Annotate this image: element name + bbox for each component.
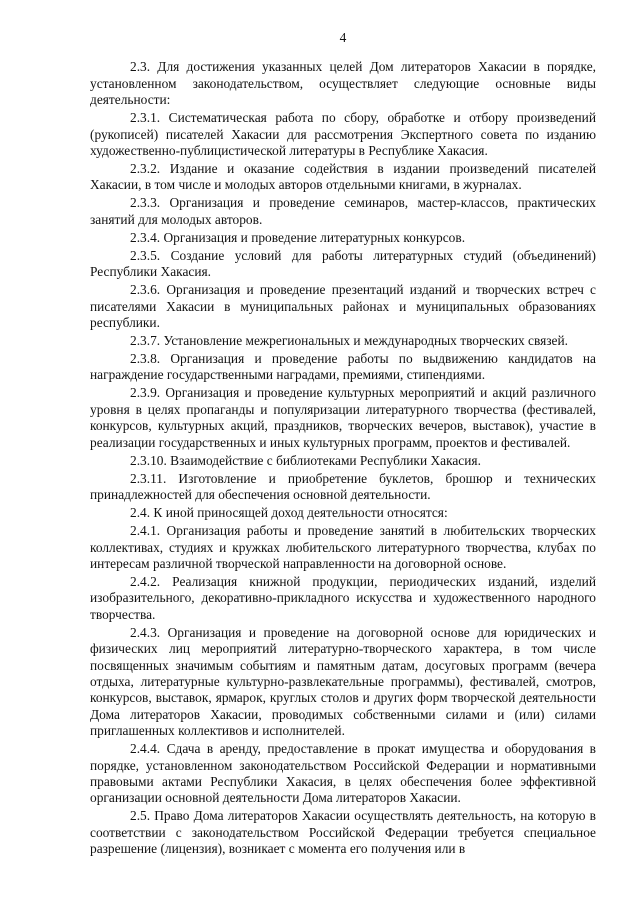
paragraph: 2.4.3. Организация и проведение на договорной основе для юридических и физических лиц мероприятий литературно-творческого характера, в том числе посвященных значимым событиям и памятным датам, досуговых программ (вечера отдыха, литературные культурно-развлекательные программы), фестивалей, смотров, конкурсов, выставок, ярмарок, круглых столов и других форм творческой деятельности Дома литераторов Хакасии, проводимых собственными силами и (или) силами приглашенных коллективов и исполнителей. — [90, 624, 596, 739]
paragraph: 2.3.5. Создание условий для работы литературных студий (объединений) Республики Хакасия. — [90, 247, 596, 280]
document-page — [90, 30, 596, 859]
paragraph: 2.3. Для достижения указанных целей Дом литераторов Хакасии в порядке, установленном законодательством, осуществляет следующие основные виды деятельности: — [90, 59, 596, 108]
paragraph: 2.4.2. Реализация книжной продукции, периодических изданий, изделий изобразительного, декоративно-прикладного искусства и художественного народного творчества. — [90, 573, 596, 622]
paragraph: 2.3.8. Организация и проведение работы по выдвижению кандидатов на награждение государственными наградами, премиями, стипендиями. — [90, 351, 596, 383]
paragraph: 2.3.7. Установление межрегиональных и международных творческих связей. — [130, 333, 569, 349]
paragraph: 2.3.3. Организация и проведение семинаров, мастер-классов, практических занятий для молодых авторов. — [90, 195, 596, 227]
paragraph: 2.4.1. Организация работы и проведение занятий в любительских творческих коллективах, студиях и кружках любительского литературного творчества, клубах по интересам различной творческой направленности на договорной основе. — [90, 523, 596, 571]
paragraph: 2.4.4. Сдача в аренду, предоставление в прокат имущества и оборудования в порядке, установленном законодательством Российской Федерации и нормативными правовыми актами Республики Хакасия, в целях обеспечения более эффективной организации основной деятельности Дома литераторов Хакасии. — [90, 741, 596, 806]
paragraph: 2.3.1. Систематическая работа по сбору, обработке и отбору произведений (рукописей) писателей Хакасии для рассмотрения Экспертного совета по изданию художественно-публицистической литературы в Республике Хакасия. — [90, 110, 596, 159]
paragraph: 2.3.10. Взаимодействие с библиотеками Республики Хакасия. — [130, 452, 481, 468]
paragraph: 2.3.2. Издание и оказание содействия в издании произведений писателей Хакасии, в том числе и молодых авторов отдельными книгами, в журналах. — [90, 161, 596, 193]
paragraph: 2.5. Право Дома литераторов Хакасии осуществлять деятельность, на которую в соответствии с законодательством Российской Федерации требуется специальное разрешение (лицензия), возникает с момента его получения или в — [90, 808, 596, 857]
paragraph: 2.3.9. Организация и проведение культурных мероприятий и акций различного уровня в целях пропаганды и популяризации литературного творчества (фестивалей, конкурсов, культурных акций, праздников, творческих вечеров, выставок), участие в реализации государственных и иных культурных программ, проектов и фестивалей. — [90, 385, 596, 450]
paragraph: 2.3.6. Организация и проведение презентаций изданий и творческих встреч с писателями Хакасии в муниципальных районах и муниципальных образованиях республики. — [90, 282, 596, 331]
paragraph: 2.3.11. Изготовление и приобретение буклетов, брошюр и технических принадлежностей для обеспечения основной деятельности. — [90, 470, 596, 503]
paragraph: 2.3.4. Организация и проведение литературных конкурсов. — [130, 229, 466, 245]
paragraph: 2.4. К иной приносящей доход деятельности относятся: — [130, 505, 448, 521]
page-number: 4 — [339, 30, 347, 45]
